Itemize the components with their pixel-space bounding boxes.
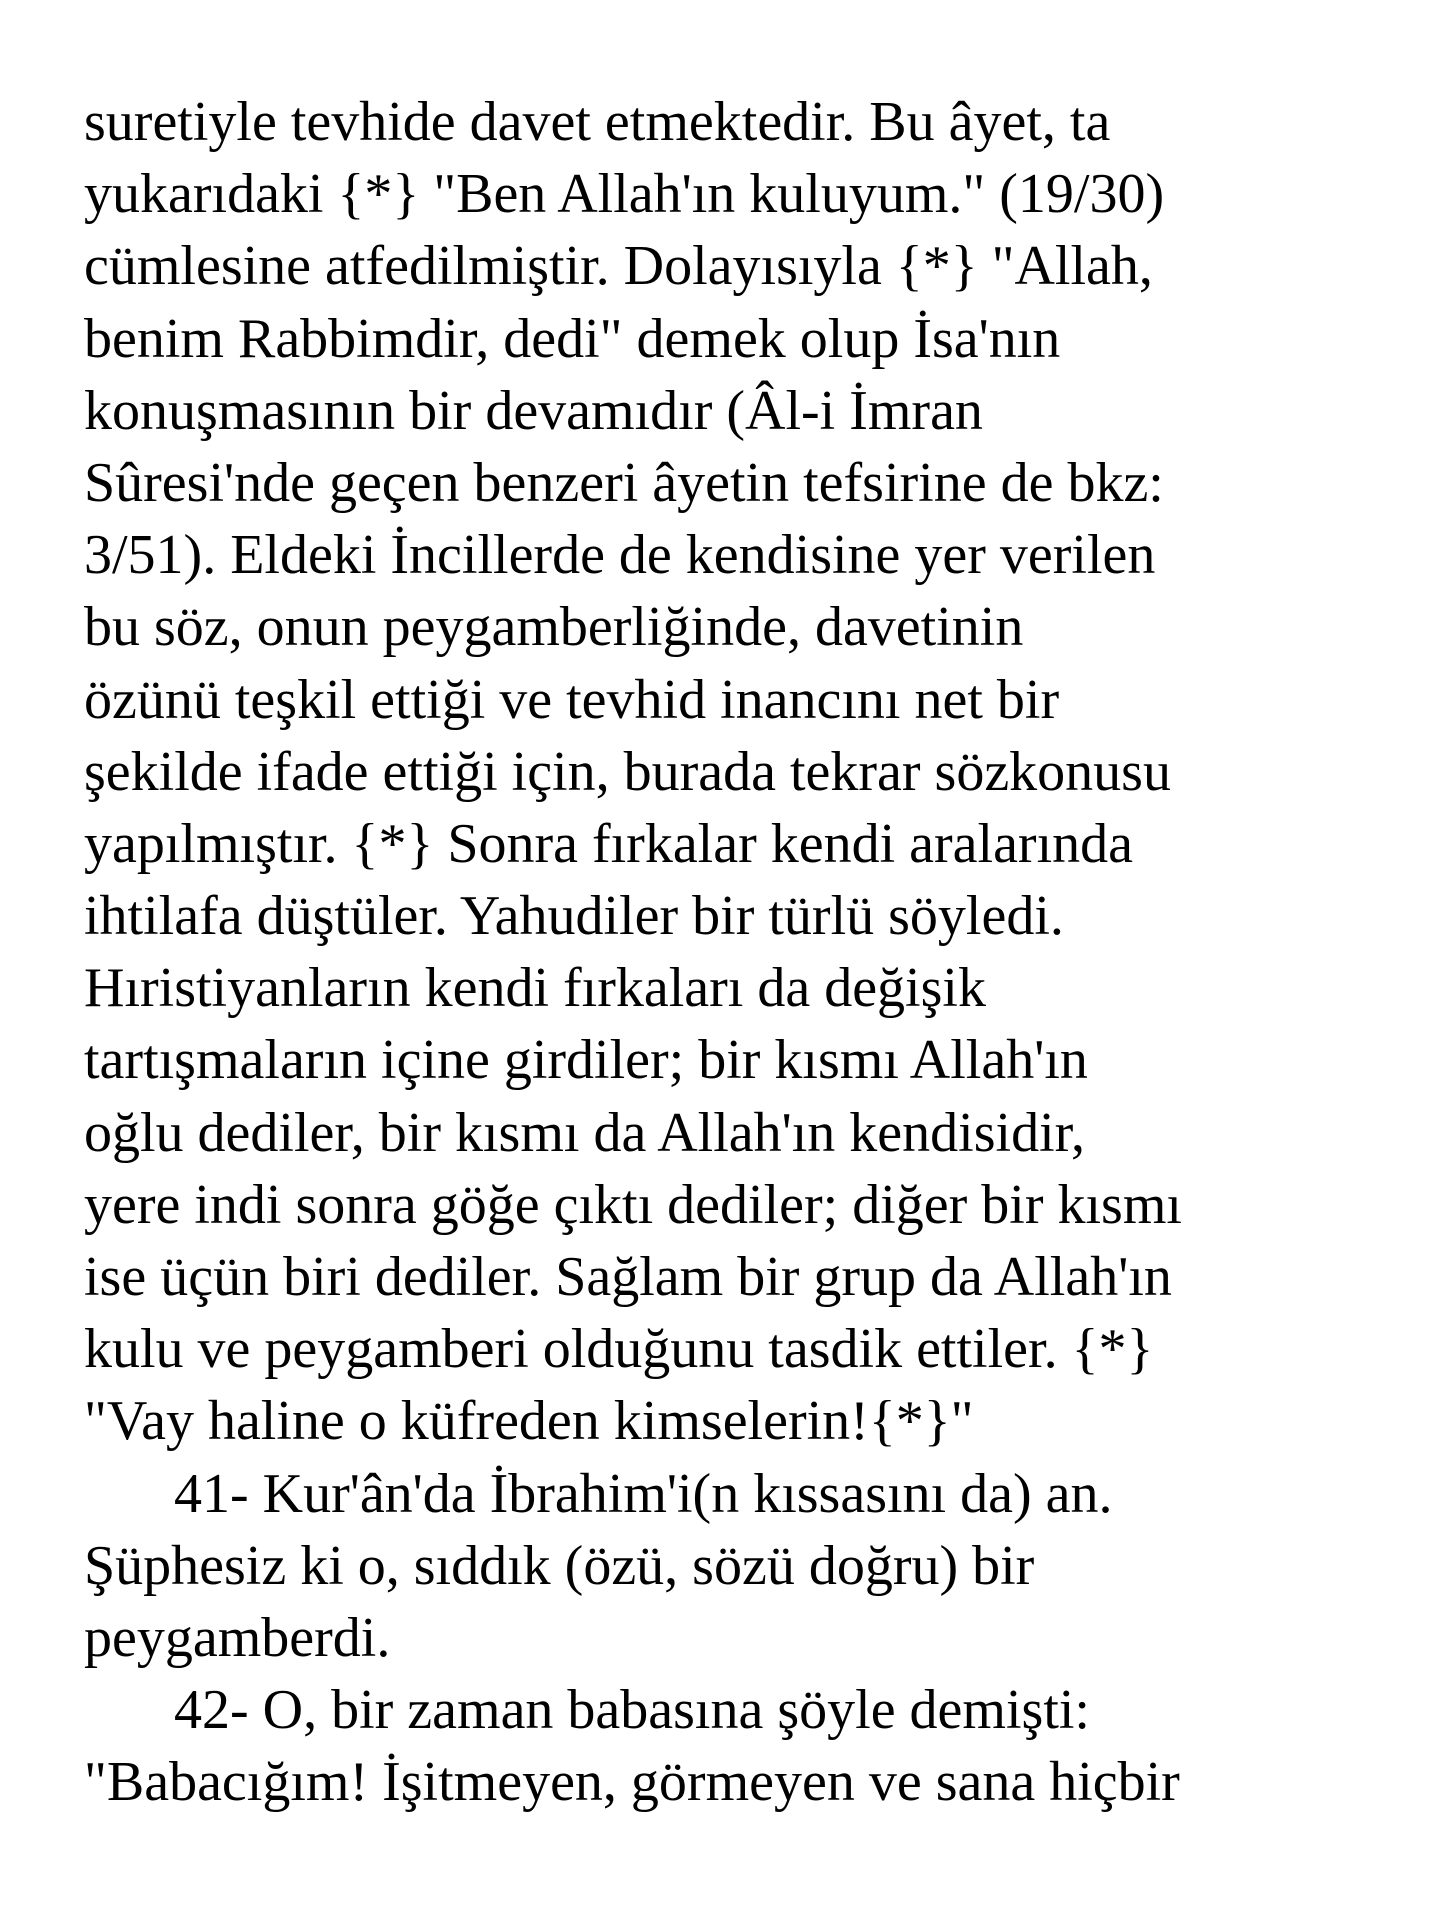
text-line: özünü teşkil ettiği ve tevhid inancını net bir xyxy=(84,668,1060,731)
text-line: konuşmasının bir devamıdır (Âl-i İmran xyxy=(84,379,983,442)
text-line: 3/51). Eldeki İncillerde de kendisine yer verilen xyxy=(84,524,1156,587)
text-line: tartışmaların içine girdiler; bir kısmı Allah'ın xyxy=(84,1029,1088,1092)
text-line: Hıristiyanların kendi fırkaları da değişik xyxy=(84,957,986,1020)
text-line: yukarıdaki {*} "Ben Allah'ın kuluyum." (19/30) xyxy=(84,163,1165,226)
text-line: şekilde ifade ettiği için, burada tekrar sözkonusu xyxy=(84,740,1171,803)
text-line: Şüphesiz ki o, sıddık (özü, sözü doğru) bir xyxy=(84,1534,1035,1597)
body-text xyxy=(84,86,1384,1819)
text-line: oğlu dediler, bir kısmı da Allah'ın kendisidir, xyxy=(84,1101,1086,1164)
text-line: "Vay haline o küfreden kimselerin!{*}" xyxy=(84,1390,974,1453)
text-line: yere indi sonra göğe çıktı dediler; diğer bir kısmı xyxy=(84,1173,1182,1236)
text-line: bu söz, onun peygamberliğinde, davetinin xyxy=(84,596,1024,659)
text-line: ihtilafa düştüler. Yahudiler bir türlü söyledi. xyxy=(84,885,1064,948)
text-line: ise üçün biri dediler. Sağlam bir grup da Allah'ın xyxy=(84,1246,1172,1308)
verse-41-line: 41- Kur'ân'da İbrahim'i(n kıssasını da) an. xyxy=(174,1462,1113,1525)
text-line: cümlesine atfedilmiştir. Dolayısıyla {*} "Allah, xyxy=(84,235,1153,298)
text-line: "Babacığım! İşitmeyen, görmeyen ve sana hiçbir xyxy=(84,1751,1180,1814)
text-line: benim Rabbimdir, dedi" demek olup İsa'nın xyxy=(84,307,1061,370)
text-line: yapılmıştır. {*} Sonra fırkalar kendi aralarında xyxy=(84,812,1133,875)
text-line: kulu ve peygamberi olduğunu tasdik ettiler. {*} xyxy=(84,1318,1154,1381)
text-line: suretiyle tevhide davet etmektedir. Bu âyet, ta xyxy=(84,91,1111,153)
verse-42-line: 42- O, bir zaman babasına şöyle demişti: xyxy=(174,1679,1090,1742)
text-line: Sûresi'nde geçen benzeri âyetin tefsirine de bkz: xyxy=(84,451,1164,514)
text-line: peygamberdi. xyxy=(84,1606,391,1669)
